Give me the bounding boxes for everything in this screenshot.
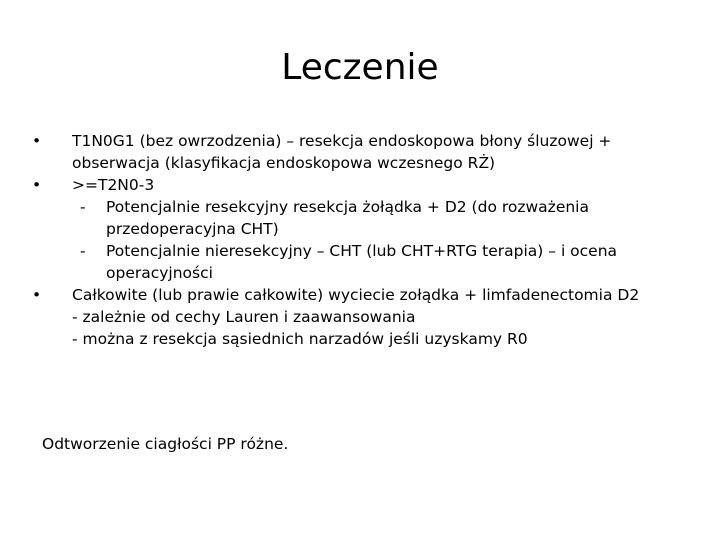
slide-body [30,130,690,350]
bullet-3-line-1: Całkowite (lub prawie całkowite) wyciecie zołądka + limfadenectomia D2 [72,286,640,304]
bullet-3-sub-line-2: - można z resekcja sąsiednich narzadów jeśli uzyskamy R0 [72,330,528,348]
bullet-2-line-1: >=T2N0-3 [72,176,155,194]
bullet-icon: • [32,286,42,304]
bullet-1-continuation: obserwacja (klasyfikacja endoskopowa wczesnego RŻ) [72,154,496,172]
subitem-2-1-line-1: Potencjalnie resekcyjny resekcja żołądka + D2 (do rozważenia [106,198,589,216]
footer-note: Odtworzenie ciagłości PP różne. [42,435,289,453]
bullet-item-2 [30,174,690,196]
dash-marker: - [80,198,86,216]
bullet-icon: • [32,176,42,194]
subitem-2-2 [30,240,690,262]
dash-marker: - [80,242,86,260]
subitem-2-1 [30,196,690,218]
bullet-item-1 [30,130,690,152]
subitem-2-1-continuation: przedoperacyjna CHT) [106,220,279,238]
subitem-2-2-line-1: Potencjalnie nieresekcyjny – CHT (lub CHT+RTG terapia) – i ocena [106,242,618,260]
subitem-2-2-continuation: operacyjności [106,264,213,282]
slide-title: Leczenie [281,47,439,88]
bullet-3-sub-line-1: - zależnie od cechy Lauren i zaawansowania [72,308,416,326]
bullet-1-line-1: T1N0G1 (bez owrzodzenia) – resekcja endoskopowa błony śluzowej + [72,132,612,150]
bullet-icon: • [32,132,42,150]
bullet-item-3 [30,284,690,306]
